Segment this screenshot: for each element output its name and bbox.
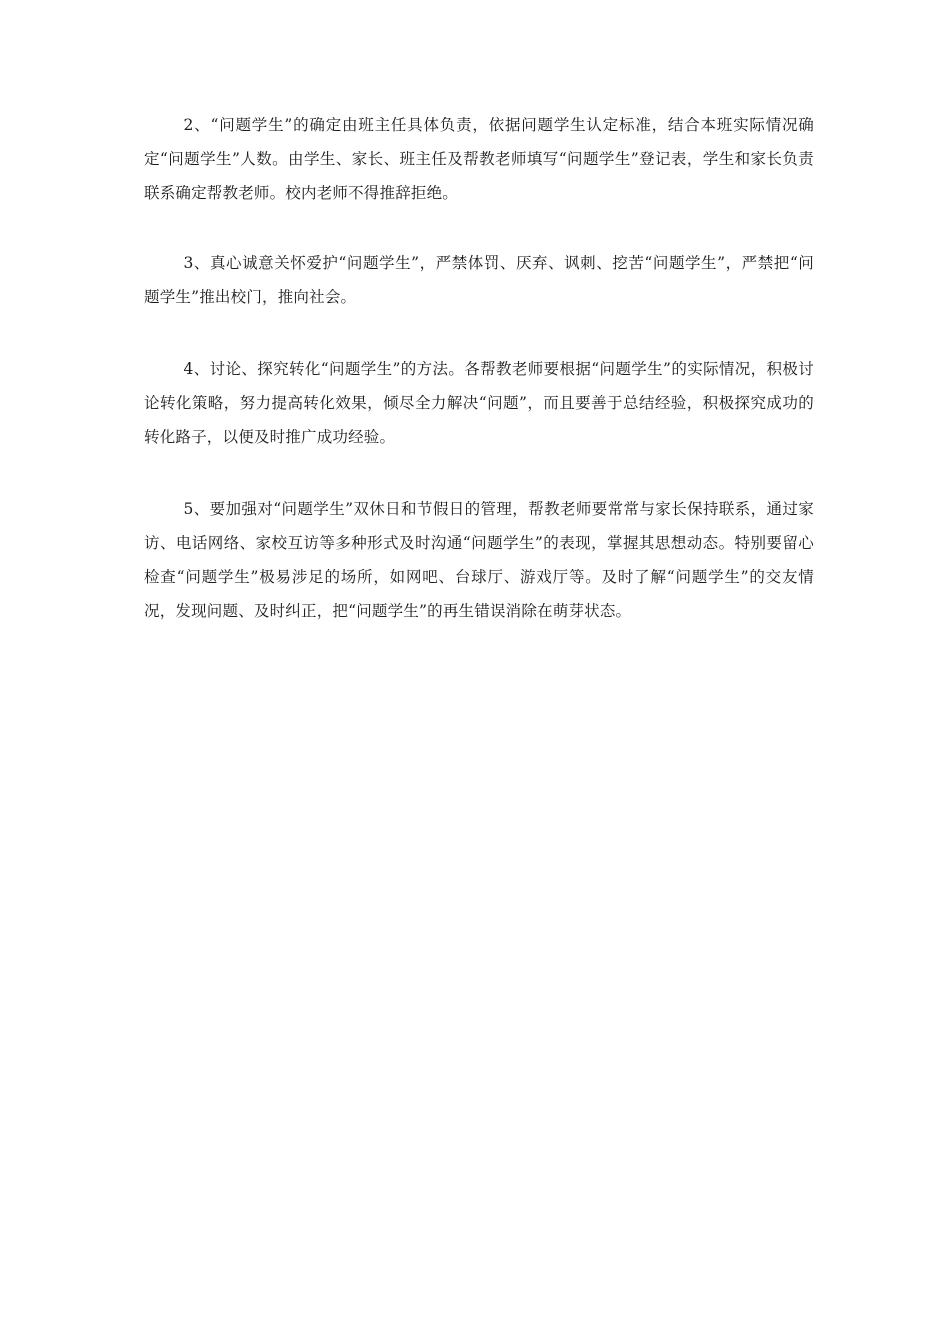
paragraph-item-3: 3、真心诚意关怀爱护“问题学生”，严禁体罚、厌弃、讽刺、挖苦“问题学生”，严禁把“问题学生”推出校门，推向社会。 <box>144 254 814 306</box>
paragraph-item-2: 2、“问题学生”的确定由班主任具体负责，依据问题学生认定标准，结合本班实际情况确定“问题学生”人数。由学生、家长、班主任及帮教老师填写“问题学生”登记表，学生和家长负责联系确定帮教老师。校内老师不得推辞拒绝。 <box>144 116 814 202</box>
paragraph-item-5: 5、要加强对“问题学生”双休日和节假日的管理，帮教老师要常常与家长保持联系，通过家访、电话网络、家校互访等多种形式及时沟通“问题学生”的表现，掌握其思想动态。特别要留心检查“问题学生”极易涉足的场所，如网吧、台球厅、游戏厅等。及时了解“问题学生”的交友情况，发现问题、及时纠正，把“问题学生”的再生错误消除在萌芽状态。 <box>144 500 814 620</box>
document-body <box>144 108 814 668</box>
paragraph-item-4: 4、讨论、探究转化“问题学生”的方法。各帮教老师要根据“问题学生”的实际情况，积极讨论转化策略，努力提高转化效果，倾尽全力解决“问题”，而且要善于总结经验，积极探究成功的转化路子，以便及时推广成功经验。 <box>144 360 814 446</box>
